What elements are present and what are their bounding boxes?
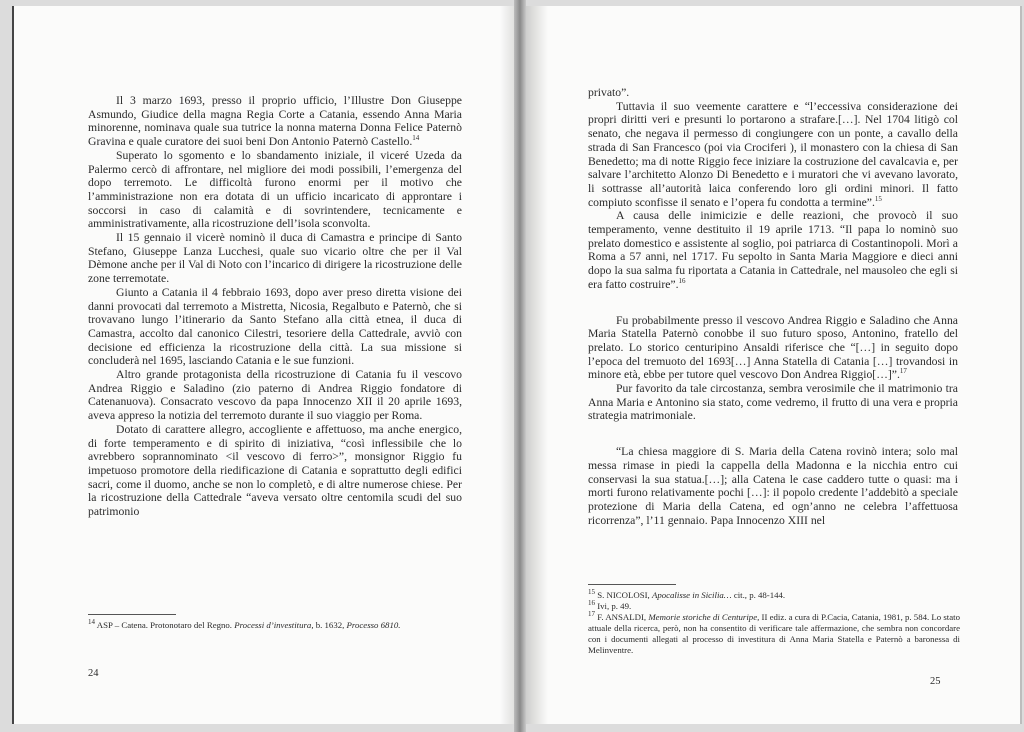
section-gap — [588, 423, 958, 445]
footnote-tail: II ediz. a cura di P.Cacia, Catania, 1981, p. 584. Lo stato attuale della ricerca, però, non ha consentito di verificare tale affermazione, che sembra non concordare con i documenti allegati al processo di investitura di Anna Maria Statella e Paternò a baronessa di Melinventre. — [588, 612, 960, 655]
paragraph-text: Tuttavia il suo veemente carattere e “l’eccessiva considerazione dei propri diritti veri e presunti lo portarono a strafare.[…]. Nel 1704 litigò col senato, che negava il permesso di congiungere con un ponte, a cavallo della strada di San Francesco (poi via Crociferi ), il monastero con la chiesa di San Benedetto; ma di notte Riggio fece iniziare la costruzione del cavalcavia e, per salvare l’architetto Alonzo Di Benedetto e i muratori che vi avevano lavorato, li sottrasse all’autorità laica conferendo loro gli ordini minori. Il fatto compiuto sconfisse il senato e l’opera fu condotta a termine”. — [588, 99, 958, 209]
paragraph-text: Giunto a Catania il 4 febbraio 1693, dopo aver preso diretta visione dei danni provocati dal terremoto a Mistretta, Nicosia, Regalbuto e Paternò, che si trovavano lungo l’itinerario da Santo Stefano alla città etnea, il duca di Camastra, accolto dal canonico Cilestri, tesoriere della Cattedrale, avviò con decisione ed efficienza la ricostruzione della città. La sua missione si concluderà nel 1695, lasciando Catania e le sue funzioni. — [88, 285, 462, 368]
page-number: 24 — [88, 668, 99, 679]
paragraph-text: Altro grande protagonista della ricostruzione di Catania fu il vescovo Andrea Riggio e Saladino (zio paterno di Andrea Riggio fondatore di Catenanuova). Consacrato vescovo da papa Innocenzo XII il 20 aprile 1693, aveva appreso la notizia del terremoto durante il suo viaggio per Roma. — [88, 368, 462, 423]
paragraph-text: Il 15 gennaio il vicerè nominò il duca di Camastra e principe di Santo Stefano, Giuseppe Lanza Lucchesi, quale suo vicario oltre che per il Val Dèmone anche per il Val di Noto con l’incarico di dirigere la ricostruzione delle zone terremotate. — [88, 231, 462, 286]
paragraph — [588, 445, 958, 527]
paragraph — [588, 209, 958, 291]
footnote-rule — [588, 584, 676, 585]
footnote-ref: 14 — [412, 134, 420, 143]
footnote-tail: cit., p. 48-144. — [733, 590, 786, 600]
footnote-ref: 17 — [899, 367, 907, 376]
footnote-text: F. ANSALDI, — [597, 612, 647, 622]
paragraph — [88, 286, 462, 368]
footnote — [88, 620, 464, 631]
body-text — [88, 94, 462, 519]
right-page — [526, 6, 1022, 724]
footnote-text: S. NICOLOSI, — [597, 590, 650, 600]
footnote-number: 17 — [588, 610, 595, 619]
paragraph — [588, 100, 958, 210]
paragraph — [588, 382, 958, 423]
paragraph — [588, 314, 958, 383]
footnote-number: 14 — [88, 618, 95, 627]
paragraph — [88, 231, 462, 286]
footnote-ref: 15 — [874, 194, 882, 203]
footnote — [588, 601, 960, 612]
footnote-italic: Memorie storiche di Centuripe, — [648, 612, 760, 622]
paragraph — [88, 149, 462, 231]
paragraph-text: Superato lo sgomento e lo sbandamento iniziale, il viceré Uzeda da Palermo cercò di affrontare, nel migliore dei modi possibili, l’emergenza del dopo terremoto. Le difficoltà furono enormi per il motivo che l’amministrazione non era dotata di un ufficio incaricato di approntare i soccorsi in caso di calamità e di sovrintendere, tecnicamente e amministrativamente, alla ricostruzione dell’isola sconvolta. — [88, 148, 462, 231]
paragraph — [88, 423, 462, 519]
footnote-number: 15 — [588, 588, 595, 597]
footnote-text: Ivi, p. 49. — [597, 601, 632, 611]
footnote-text: ASP – Catena. Protonotaro del Regno. — [96, 620, 232, 630]
section-gap — [588, 292, 958, 314]
paragraph — [588, 86, 958, 100]
paragraph-text: “La chiesa maggiore di S. Maria della Catena rovinò intera; solo mal messa rimase in piedi la cappella della Madonna e la nicchia entro cui conservasi la sua statua.[…]; alla Catena le case caddero tutte o quasi: ma i morti furono relativamente pochi […]: il popolo credente l’addebitò a speciale protezione di Maria della Catena, ed ogn’anno ne celebra l’affettuosa ricorrenza”, l’11 gennaio. Papa Innocenzo XIII nel — [588, 445, 958, 527]
body-text — [588, 86, 958, 527]
footnote-italic: Apocalisse in Sicilia… — [651, 590, 732, 600]
paragraph-text: A causa delle inimicizie e delle reazioni, che provocò il suo temperamento, venne destituito il 19 aprile 1713. “Il papa lo nominò suo prelato domestico e assistente al soglio, poi patriarca di Costantinopoli. Morì a Roma a 57 anni, nel 1717. Fu sepolto in Santa Maria Maggiore e dieci anni dopo la sua salma fu riportata a Catania in Cattedrale, nel mausoleo che egli si era fatto costruire”. — [588, 209, 958, 291]
footnote — [588, 590, 960, 601]
footnotes — [588, 590, 960, 656]
footnote — [588, 612, 960, 656]
footnote-ref: 16 — [678, 276, 686, 285]
footnote-italic: Processo 6810. — [346, 620, 401, 630]
left-page — [12, 6, 516, 724]
paragraph-text: Pur favorito da tale circostanza, sembra verosimile che il matrimonio tra Anna Maria e Antonino sia stato, come vedremo, il frutto di una vera e propria strategia matrimoniale. — [588, 382, 958, 423]
footnote-italic: Processi d’investitura, — [234, 620, 314, 630]
paragraph-text: Dotato di carattere allegro, accogliente e affettuoso, ma anche energico, di forte temperamento e di spirito di iniziativa, “così inflessibile che lo avrebbero soprannominato <il vescovo di ferro>”, monsignor Riggio fu impetuoso promotore della riedificazione di Catania e soprattutto degli edifici sacri, come il duomo, anche se non lo completò, e di altre numerose chiese. Per la ricostruzione della Cattedrale “aveva versato oltre centomila scudi del suo patrimonio — [88, 422, 462, 519]
book-spine — [514, 0, 526, 732]
paragraph — [88, 368, 462, 423]
footnotes — [88, 620, 464, 631]
gutter-shadow — [526, 6, 548, 724]
page-number: 25 — [930, 676, 941, 687]
paragraph-text: Il 3 marzo 1693, presso il proprio ufficio, l’Illustre Don Giuseppe Asmundo, Giudice della magna Regia Corte a Catania, essendo Anna Maria minorenne, nominava quale sua tutrice la nonna materna Donna Felice Paternò Gravina e quale curatore dei suoi beni Don Antonio Paternò Castello. — [88, 94, 462, 149]
paragraph-text: privato”. — [588, 86, 630, 99]
footnote-tail: b. 1632, — [315, 620, 345, 630]
footnote-number: 16 — [588, 599, 595, 608]
footnote-rule — [88, 614, 176, 615]
paragraph-text: Fu probabilmente presso il vescovo Andrea Riggio e Saladino che Anna Maria Statella Paternò conobbe il suo futuro sposo, Antonino, fratello del prelato. Lo storico centuripino Ansaldi riferisce che “[…] in seguito dopo l’epoca del tremuoto del 1693[…] Anna Statella di Catania […] trovandosi in minore età, ebbe per tutore quel vescovo Don Andrea Riggio[…]”. — [588, 313, 958, 382]
paragraph — [88, 94, 462, 149]
